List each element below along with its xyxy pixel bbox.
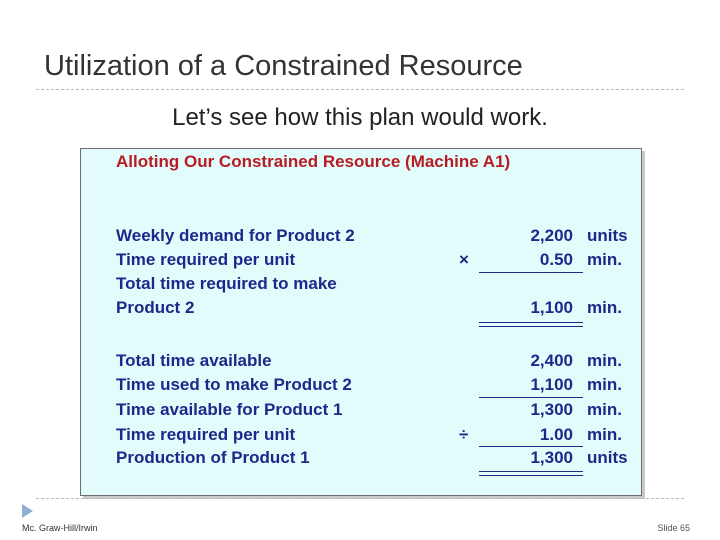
row-time-per-unit-p2 <box>81 250 641 272</box>
footer-divider <box>36 498 684 499</box>
row-time-available-p1 <box>81 400 641 422</box>
underline <box>479 272 583 273</box>
row-value: 2,400 <box>530 351 573 370</box>
row-value: 1,300 <box>530 448 573 467</box>
underline <box>479 397 583 398</box>
divide-operator: ÷ <box>459 425 469 444</box>
row-value: 1,300 <box>530 400 573 419</box>
row-unit: min. <box>587 351 622 370</box>
publisher-label: Mc. Graw-Hill/Irwin <box>22 523 98 533</box>
row-value: 1.00 <box>539 425 573 444</box>
double-underline <box>479 471 583 476</box>
row-unit: min. <box>587 425 622 444</box>
row-label: Time used to make Product 2 <box>116 375 352 394</box>
row-label: Time available for Product 1 <box>116 400 343 419</box>
allocation-panel <box>80 148 642 496</box>
row-unit: units <box>587 448 628 467</box>
row-label: Total time available <box>116 351 272 370</box>
underline <box>479 446 583 447</box>
row-label: Production of Product 1 <box>116 448 310 467</box>
row-value: 2,200 <box>530 226 573 245</box>
row-label: Weekly demand for Product 2 <box>116 226 355 245</box>
row-time-per-unit-p1 <box>81 425 641 447</box>
row-value: 0.50 <box>539 250 573 269</box>
row-label: Product 2 <box>116 298 195 317</box>
row-label: Time required per unit <box>116 250 296 269</box>
row-unit: min. <box>587 400 622 419</box>
row-product-2-total <box>81 298 641 320</box>
row-unit: min. <box>587 298 622 317</box>
panel-title: Alloting Our Constrained Resource (Machine A1) <box>116 152 511 171</box>
row-production-p1 <box>81 448 641 470</box>
slide-subtitle: Let’s see how this plan would work. <box>172 104 548 131</box>
row-unit: units <box>587 226 628 245</box>
row-total-time-label <box>81 274 641 296</box>
row-unit: min. <box>587 250 622 269</box>
row-unit: min. <box>587 375 622 394</box>
row-label: Time required per unit <box>116 425 296 444</box>
slide-title: Utilization of a Constrained Resource <box>44 50 523 82</box>
row-value: 1,100 <box>530 298 573 317</box>
row-time-used-p2 <box>81 375 641 397</box>
row-total-available <box>81 351 641 373</box>
slide-number: Slide 65 <box>657 523 690 533</box>
row-value: 1,100 <box>530 375 573 394</box>
multiply-operator: × <box>459 250 469 269</box>
triangle-bullet-icon <box>22 504 33 518</box>
title-divider <box>36 89 684 90</box>
row-label: Total time required to make <box>116 274 337 293</box>
double-underline <box>479 322 583 327</box>
row-weekly-demand <box>81 226 641 248</box>
